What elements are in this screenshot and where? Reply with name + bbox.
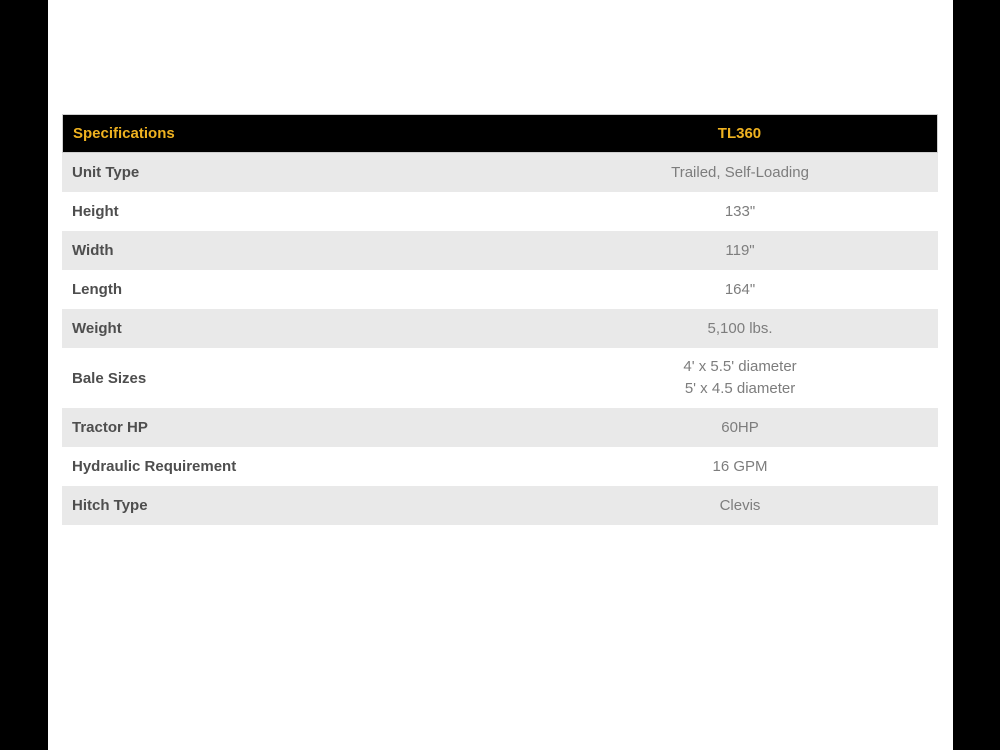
spec-label: Bale Sizes [72,369,147,387]
spec-value [542,271,938,309]
spec-label: Tractor HP [72,419,148,436]
spec-label: Weight [72,320,122,337]
spec-value-line: 4' x 5.5' diameter [683,358,797,375]
spec-label: Height [72,203,119,220]
table-body [62,153,938,525]
table-row [62,192,938,231]
spec-value-line: 119" [725,241,755,259]
specifications-table [62,114,938,525]
spec-value-line: 5' x 4.5 diameter [684,380,796,397]
spec-value [542,193,938,231]
spec-value-line: 133" [724,202,756,220]
table-row [62,231,938,270]
table-row [62,486,938,525]
right-black-bar [953,0,1000,750]
spec-value [542,448,938,486]
spec-value [542,232,938,270]
table-row [62,270,938,309]
spec-value-line: 60HP [721,418,759,436]
table-header-row [62,114,938,153]
table-header-model: TL360 [717,125,762,142]
spec-value-line: 5,100 lbs. [707,319,773,337]
spec-value [542,310,938,348]
table-row [62,447,938,486]
table-row [62,408,938,447]
content-area [48,0,953,750]
spec-label: Hydraulic Requirement [72,458,237,475]
spec-value-line: Trailed, Self-Loading [671,163,809,181]
spec-label: Hitch Type [72,497,148,514]
spec-label: Width [72,242,114,259]
spec-value-line: 16 GPM [712,457,768,475]
table-row [62,348,938,408]
spec-value [542,409,938,447]
table-row [62,309,938,348]
spec-value-line: 164" [724,280,756,298]
table-header-title: Specifications [73,125,175,142]
spec-value [542,154,938,192]
table-row [62,153,938,192]
spec-value [542,487,938,525]
spec-label: Unit Type [72,164,140,181]
spec-label: Length [72,281,122,298]
left-black-bar [0,0,48,750]
spec-value [542,348,938,408]
spec-value-line: Clevis [719,496,761,514]
